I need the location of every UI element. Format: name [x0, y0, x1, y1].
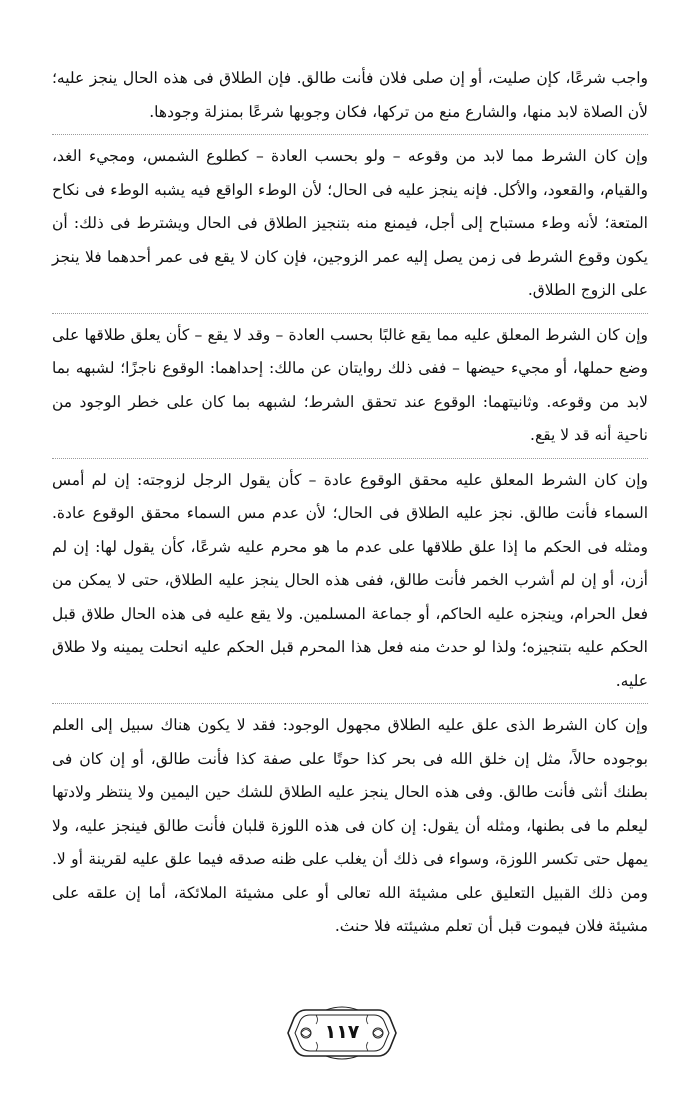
paragraph-2: وإن كان الشرط مما لابد من وقوعه – ولو بحسب العادة – كطلوع الشمس، ومجيء الغد، والقيام، والقعود، والأكل. فإنه ينجز عليه فى الحال؛ لأن الوطء الواقع فيه يشبه الوطء فى نكاح المتعة؛ لأنه وطء مستباح إلى أجل، فيمنع منه بتنجيز الطلاق فى الحال ويشترط فى ذلك: أن يكون وقوع الشرط فى زمن يصل إليه عمر الزوجين، فإن كان لا يقع فى عمر أحدهما فلا ينجز على الزوج الطلاق.	[52, 134, 648, 313]
page-footer	[0, 1000, 684, 1066]
page-number: ١١٧	[324, 1021, 360, 1043]
paragraph-4: وإن كان الشرط المعلق عليه محقق الوقوع عادة – كأن يقول الرجل لزوجته: إن لم أمس السماء فأنت طالق. نجز عليه الطلاق فى الحال؛ لأن عدم مس السماء محقق الوقوع عادة. ومثله فى الحكم ما إذا علق طلاقها على عدم ما هو محرم عليه شرعًا، كأن يقول لها: إن لم أزن، أو إن لم أشرب الخمر فأنت طالق، ففى هذه الحال ينجز عليه الطلاق، حتى لا يمكن من فعل الحرام، وينجزه عليه الحاكم، أو جماعة المسلمين. ولا يقع عليه فى هذه الحال طلاق قبل الحكم عليه بتنجيزه؛ ولذا لو حدث منه فعل هذا المحرم قبل الحكم عليه انحلت يمينه ولا طلاق عليه.	[52, 458, 648, 704]
paragraph-3: وإن كان الشرط المعلق عليه مما يقع غالبًا بحسب العادة – وقد لا يقع – كأن يعلق طلاقها على وضع حملها، أو مجيء حيضها – ففى ذلك روايتان عن مالك: إحداهما: الوقوع ناجزًا؛ لشبهه بما لابد من وقوعه. وثانيتهما: الوقوع عند تحقق الشرط؛ لشبهه بما كان على خطر الوجود من ناحية أنه قد لا يقع.	[52, 313, 648, 458]
paragraph-1: واجب شرعًا، كإن صليت، أو إن صلى فلان فأنت طالق. فإن الطلاق فى هذه الحال ينجز عليه؛ لأن الصلاة لابد منها، والشارع منع من تركها، فكان وجوبها شرعًا بمنزلة وجودها.	[52, 69, 648, 121]
paragraph-5: وإن كان الشرط الذى علق عليه الطلاق مجهول الوجود: فقد لا يكون هناك سبيل إلى العلم بوجوده حالاً، مثل إن خلق الله فى بحر كذا حوتًا على صفة كذا فأنت طالق، أو إن كان فى بطنك أنثى فأنت طالق. وفى هذه الحال ينجز عليه الطلاق للشك حين اليمين ولا ينتظر ولادتها ليعلم ما فى بطنها، ومثله أن يقول: إن كان فى هذه اللوزة قلبان فأنت طالق فينجز عليه، ولا يمهل حتى تكسر اللوزة، وسواء فى ذلك أن يغلب على ظنه صدقه فيما علق عليه لقرينة أو لا. ومن ذلك القبيل التعليق على مشيئة الله تعالى أو على مشيئة الملائكة، أما إن علقه على مشيئة فلان فيموت قبل أن تعلم مشيئته فلا حنث.	[52, 703, 648, 949]
page-number-ornament-icon	[286, 1004, 398, 1062]
page-body	[52, 62, 648, 949]
